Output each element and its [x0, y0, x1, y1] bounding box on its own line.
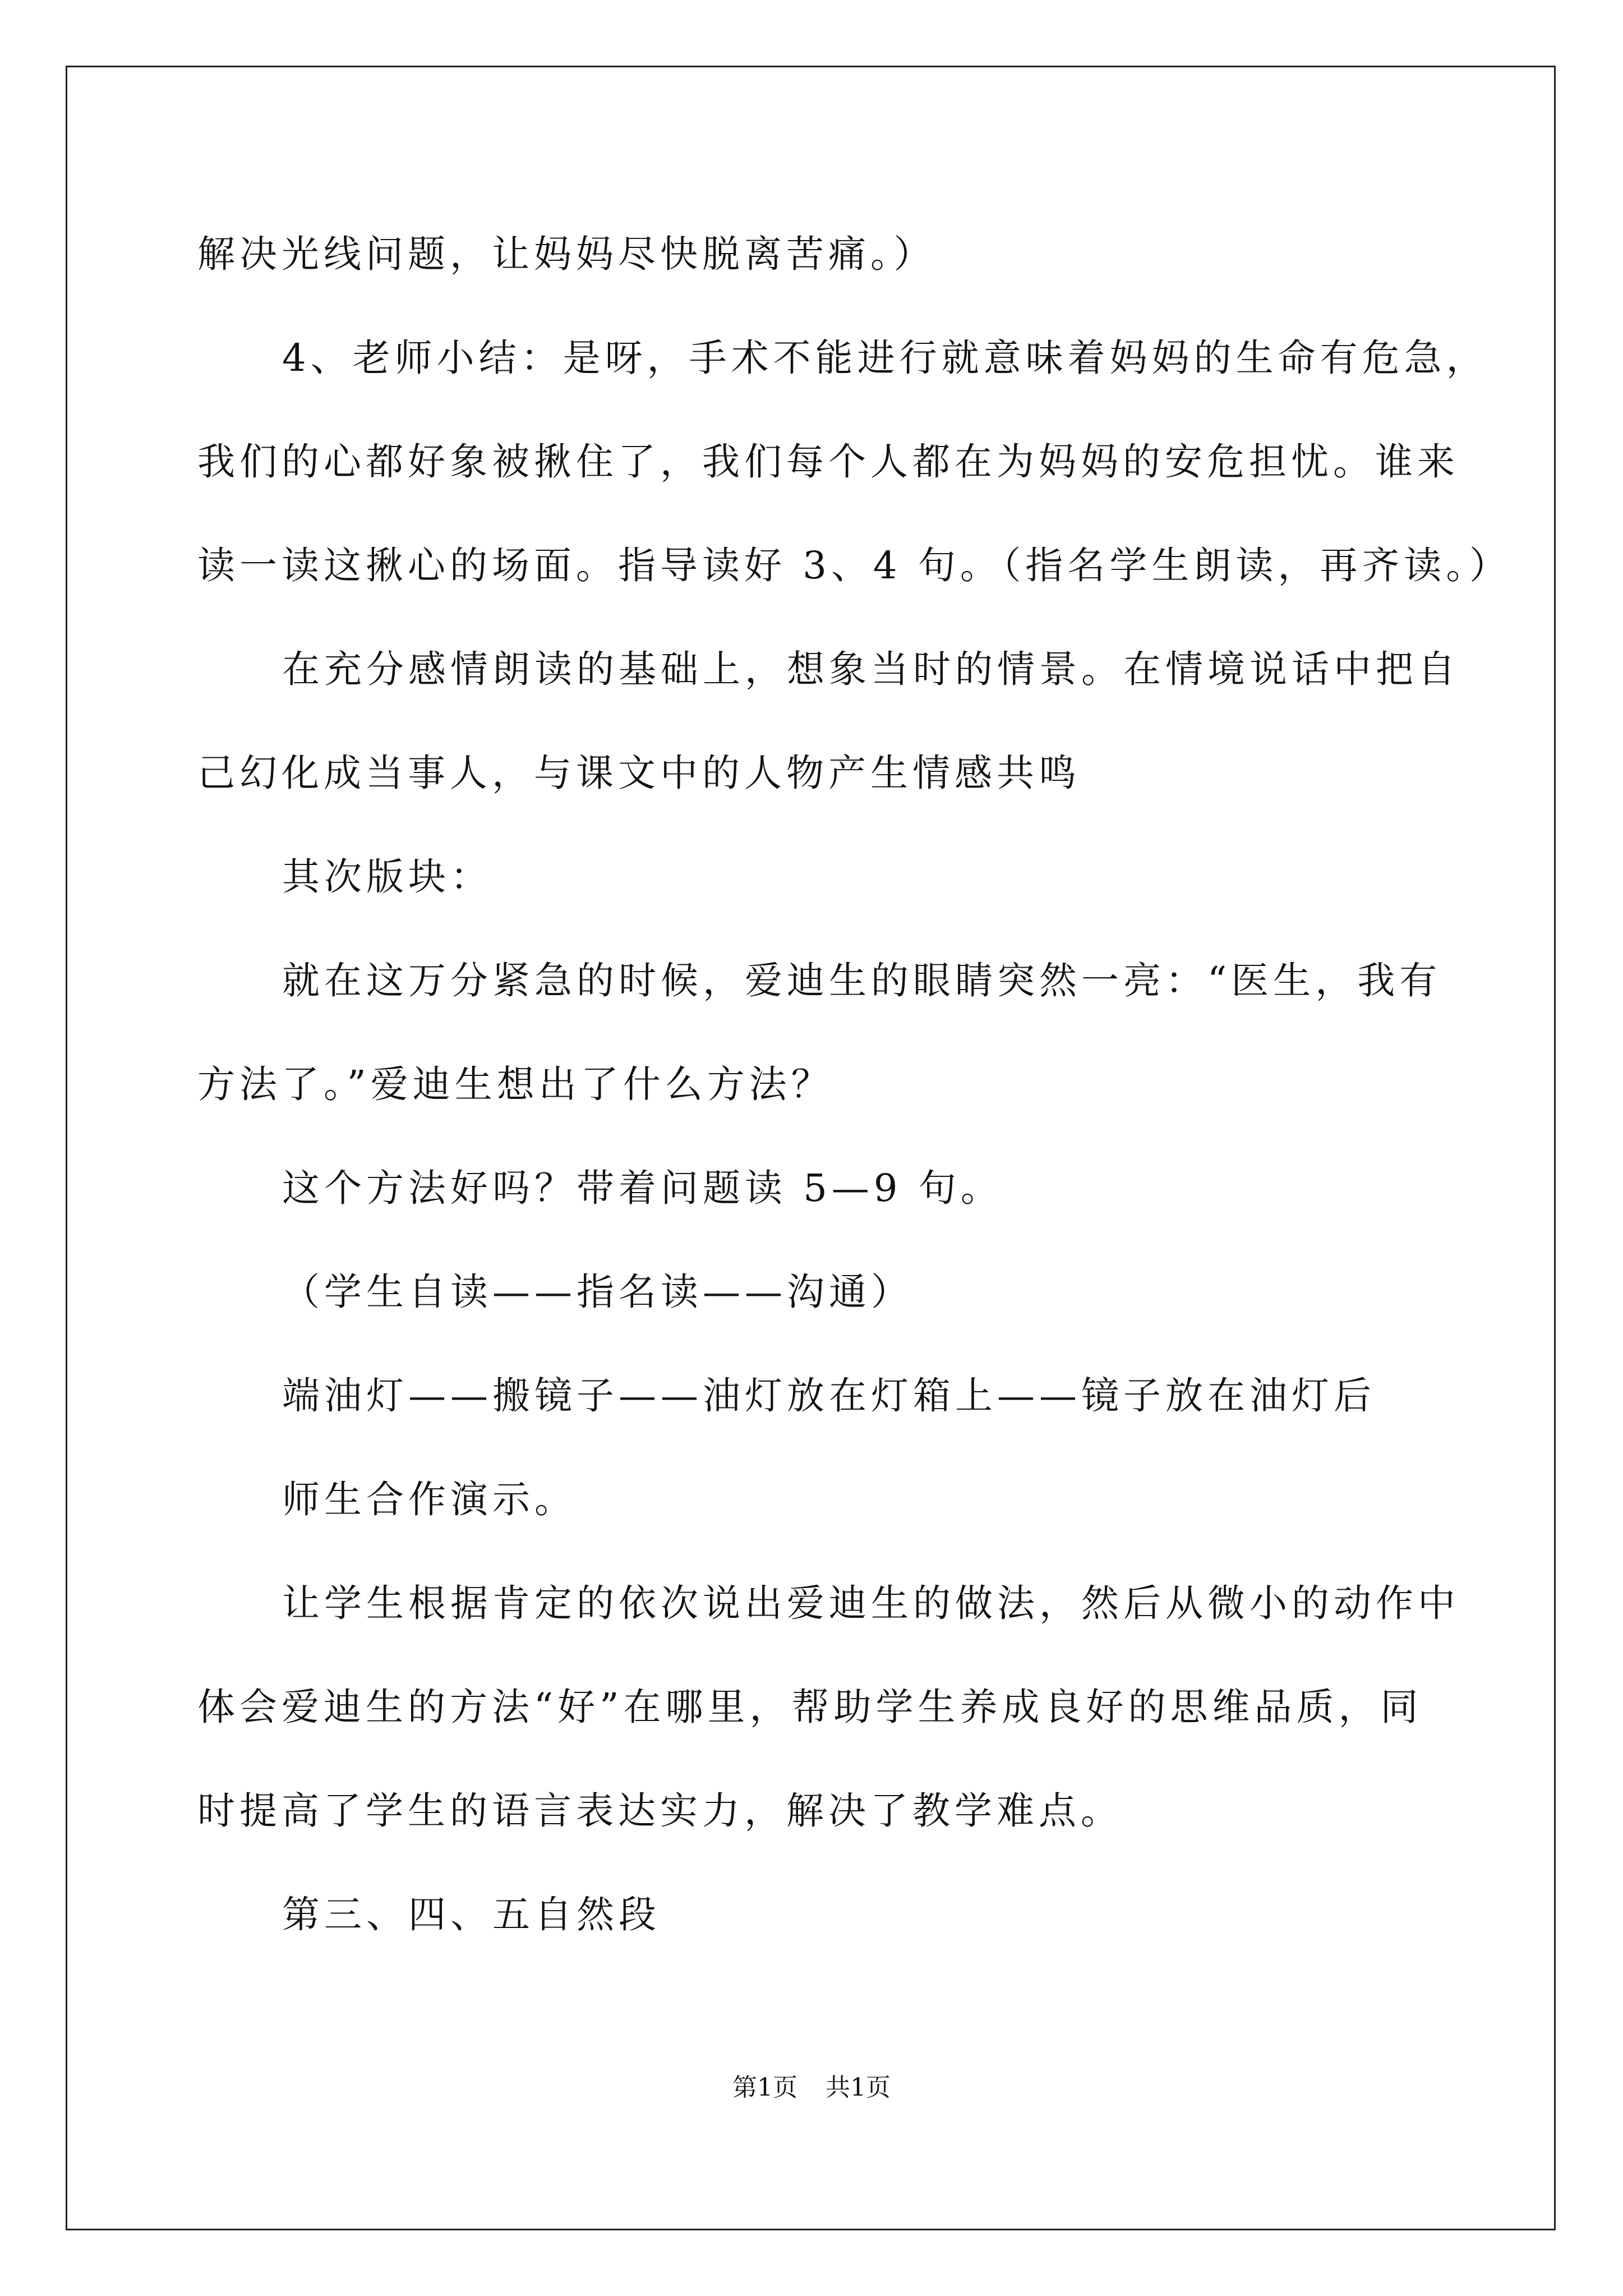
text-line-15: 体会爱迪生的方法“好”在哪里，帮助学生养成良好的思维品质，同 [197, 1685, 1423, 1729]
text-line-13: 师生合作演示。 [282, 1478, 577, 1521]
text-line-2: 4、老师小结：是呀，手术不能进行就意味着妈妈的生命有危急， [282, 336, 1488, 380]
page-footer [0, 2071, 1623, 2105]
section-heading-second: 其次版块： [282, 855, 492, 899]
document-body [197, 209, 1511, 1973]
text-line-10: 这个方法好吗？带着问题读 5—9 句。 [282, 1166, 1003, 1210]
text-line-3: 我们的心都好象被揪住了，我们每个人都在为妈妈的安危担忧。谁来 [197, 440, 1459, 484]
text-line-5: 在充分感情朗读的基础上，想象当时的情景。在情境说话中把自 [282, 647, 1460, 691]
text-line-6: 己幻化成当事人，与课文中的人物产生情感共鸣 [197, 751, 1081, 795]
text-line-1: 解决光线问题，让妈妈尽快脱离苦痛。） [197, 232, 936, 276]
text-line-9: 方法了。”爱迪生想出了什么方法？ [197, 1062, 833, 1106]
text-line-8: 就在这万分紧急的时候，爱迪生的眼睛突然一亮：“医生，我有 [282, 959, 1442, 1002]
section-heading-third: 第三、四、五自然段 [282, 1893, 661, 1936]
page-number-current: 第1页 [732, 2073, 797, 2102]
text-line-16: 时提高了学生的语言表达实力，解决了教学难点。 [197, 1789, 1123, 1833]
text-line-14: 让学生根据肯定的依次说出爱迪生的做法，然后从微小的动作中 [282, 1581, 1460, 1625]
text-line-11: （学生自读——指名读——沟通） [282, 1270, 913, 1314]
page-number-total: 共1页 [826, 2073, 891, 2102]
text-line-12: 端油灯——搬镜子——油灯放在灯箱上——镜子放在油灯后 [282, 1374, 1376, 1418]
text-line-4: 读一读这揪心的场面。指导读好 3、4 句。（指名学生朗读，再齐读。） [197, 544, 1511, 587]
